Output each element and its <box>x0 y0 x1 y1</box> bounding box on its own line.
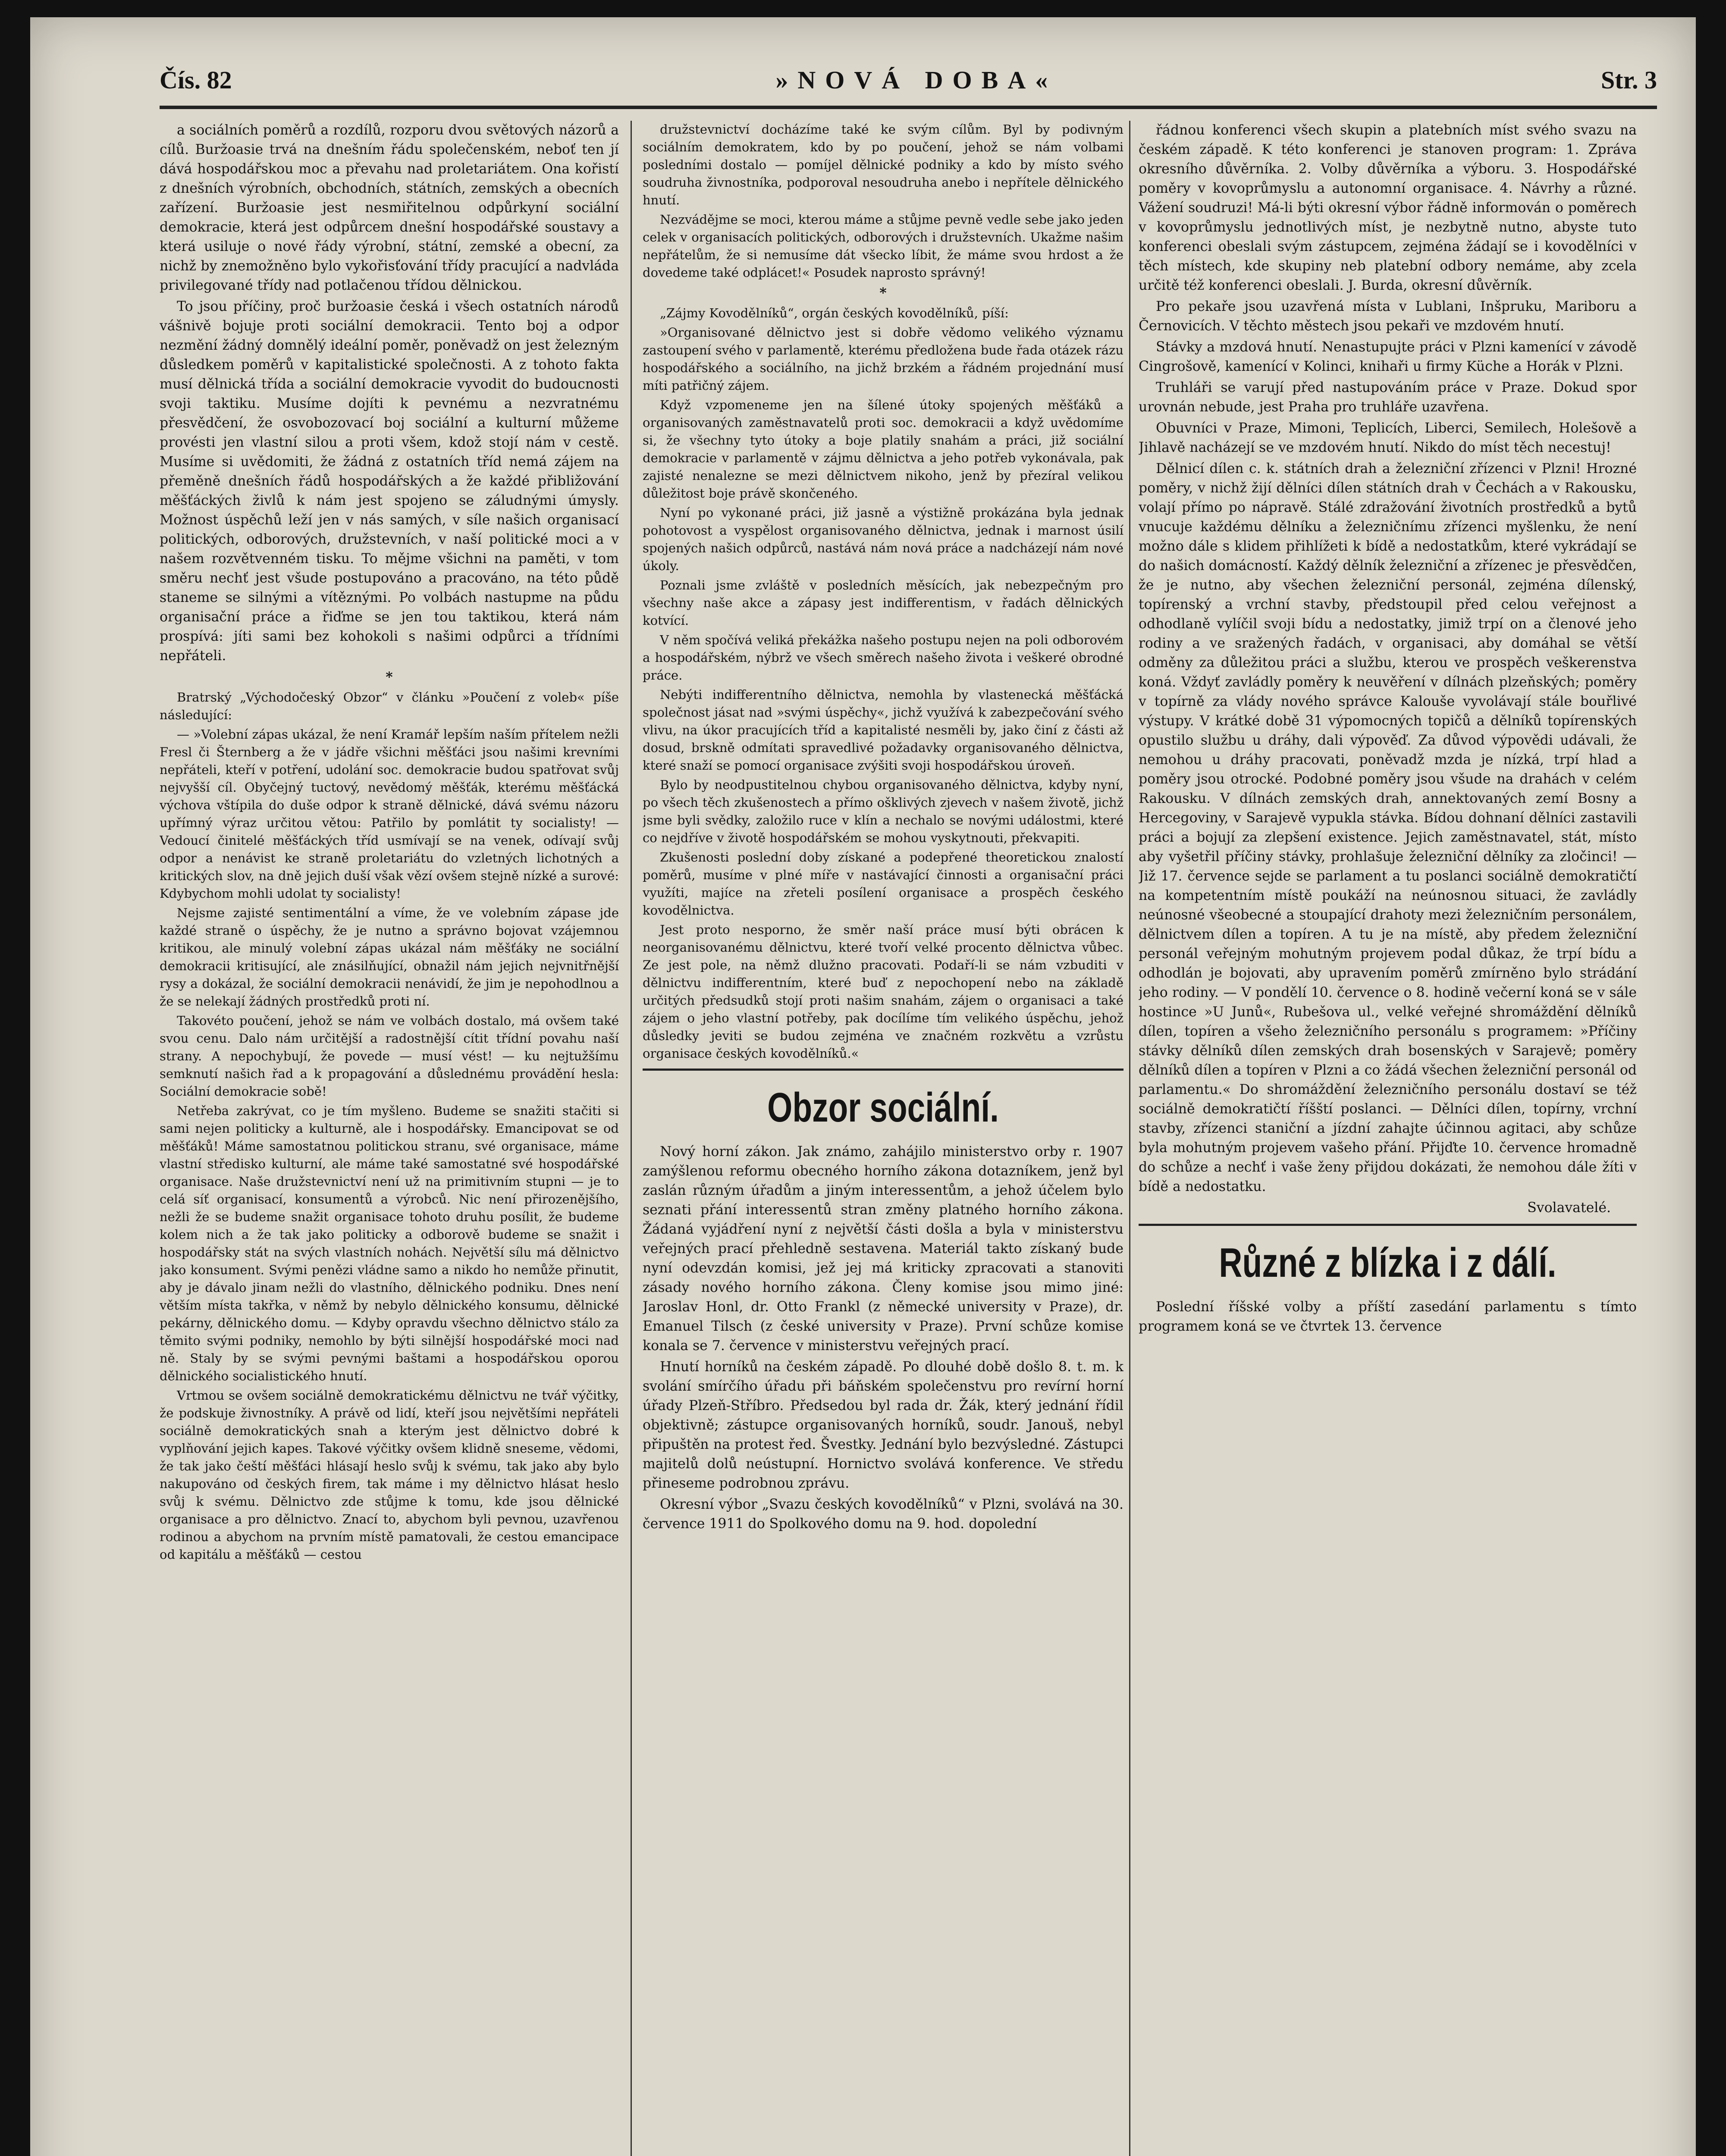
paragraph: Vrtmou se ovšem sociálně demokratickému dělnictvu ne tvář výčitky, že podskuje živnostníky. A právě od lidí, kteří jsou největšími nepřáteli sociálně demokratických snah a kterým jest dělnictvo dobré k vyplňování jejich kapes. Takové výčitky ovšem klidně sneseme, vědomi, že tak jako čeští měšťáci hlásají heslo svůj k svému, tak jako aby bylo nakupováno od českých firem, tak máme i my dělnictvo hlásat heslo svůj k svému. Dělnictvo zde stůjme k tomu, kde jsou dělnické organisace a pro dělnictvo. Znací to, abychom byli pevnou, uzavřenou rodinou a abychom na prvním místě pamatovali, že cestou emancipace od kapitálu a měšťáků — cestou <box>160 1388 619 1562</box>
paragraph: Takovéto poučení, jehož se nám ve volbách dostalo, má ovšem také svou cenu. Dalo nám určitější a radostnější cítit třídní povahu naší strany. A nepochybují, že povede — musí vést! — ku nejtužšímu semknutí našich řad a k propagování a důslednému provádění hesla: Sociální demokracie sobě! <box>160 1013 619 1099</box>
column-2 <box>643 121 1123 2156</box>
paragraph: Bratrský „Východočeský Obzor“ v článku »Poučení z voleb« píše následující: <box>160 690 619 722</box>
paragraph: Poznali jsme zvláště v posledních měsících, jak nebezpečným pro všechny naše akce a zápasy jest indifferentism, v řadách dělnických kotvící. <box>643 578 1123 628</box>
page-number: Str. 3 <box>1600 66 1657 94</box>
masthead-title: »NOVÁ DOBA« <box>775 66 1058 94</box>
section-heading: Různé z blízka i z dálí. <box>1219 1240 1557 1286</box>
issue-number: Čís. 82 <box>160 66 232 94</box>
paragraph: Když vzpomeneme jen na šílené útoky spojených měšťáků a organisovaných zaměstnavatelů proti soc. demokracii a když uvědomíme si, že všechny tyto útoky a boje platily snahám a práci, již sociální demokracie v parlamentě v zájmu dělnictva a jeho potřeb vykonávala, pak zajisté nenalezne se mezi dělnictvem nikoho, jenž by přezíral velikou důležitost boje právě skončeného. <box>643 398 1123 501</box>
column-divider <box>1129 121 1130 2156</box>
paragraph: Bylo by neodpustitelnou chybou organisovaného dělnictva, kdyby nyní, po všech těch zkušenostech a přímo ošklivých zjevech v našem životě, jichž jsme byli svědky, založilo ruce v klín a nechalo se novými událostmi, které co nejdříve v životě hospodářském se mohou vyskytnouti, překvapiti. <box>643 777 1123 845</box>
paragraph: družstevnictví docházíme také ke svým cílům. Byl by podivným sociálním demokratem, kdo by po poučení, jehož se nám volbami posledními dostalo — pomíjel dělnické podniky a kdo by místo svého soudruha živnostníka, podporoval nesoudruha anebo i nepřítele dělnického hnutí. <box>643 122 1123 207</box>
paragraph: Nejsme zajisté sentimentální a víme, že ve volebním zápase jde každé straně o úspěchy, že je nutno a správno bojovat vzájemnou kritikou, ale minulý volební zápas ukázal nám měšťáky ne sociální demokracii kritisující, ale znásilňující, obnažil nám jejich nejvnitřnější rysy a dokázal, že sociální demokracii nenávidí, že jim je nepohodlnou a že se nelekají žádných prostředků proti ní. <box>160 906 619 1009</box>
section-rule <box>643 1069 1123 1071</box>
paragraph: Poslední říšské volby a příští zasedání parlamentu s tímto programem koná se ve čtvrtek 13. července <box>1139 1299 1637 1334</box>
paragraph: a sociálních poměrů a rozdílů, rozporu dvou světových názorů a cílů. Buržoasie trvá na dnešním řádu společenském, neboť ten jí dává hospodářskou moc a převahu nad proletariátem. Ona kořistí z dnešních výrobních, obchodních, státních, zemských a obecních zařízení. Buržoasie jest nesmiřitelnou odpůrkyní sociální demokracie, která jest odpůrcem dnešní hospodářské soustavy a která usiluje o nové řády výrobní, státní, zemské a obecní, za nichž by znemožněno bylo vykořisťování třídy pracující a nadvláda privilegované třídy nad potlačenou třídou dělnickou. <box>160 122 619 293</box>
signature-text: Svolavatelé. <box>1527 1200 1611 1216</box>
paragraph: Netřeba zakrývat, co je tím myšleno. Budeme se snažiti stačiti si sami nejen politicky a kulturně, ale i hospodářsky. Emancipovat se od měšťáků! Máme samostatnou politickou stranu, své organisace, máme vlastní středisko kulturní, ale máme také samostatné své hospodářské organisace. Naše družstevnictví není už na primitivním stupni — je to celá síť organisací, konsumentů a výrobců. Nic není přirozenějšího, nežli že se budeme snažit organisace tohoto druhu posílit, že budeme kolem nich a že tak jako politicky a odborově budeme se snažit i hospodářsky stát na svých vlastních nohách. Největší sílu má dělnictvo jako konsument. Svými penězi vládne samo a nikdo ho nemůže přinutit, aby je dávalo jinam nežli do vlastního, dělnického podniku. Dnes není větším místa takřka, v němž by nebylo dělnického konsumu, dělnické pekárny, dělnického domu. — Kdyby opravdu všechno dělnictvo stálo za těmito svými podniky, nemohlo by býti silnější hospodářské moci nad ně. Staly by se svými pevnými baštami a hospodářskou oporou dělnického socialistického hnutí. <box>160 1103 619 1383</box>
separator-star: * <box>386 669 393 685</box>
paragraph: Truhláři se varují před nastupováním práce v Praze. Dokud spor urovnán nebude, jest Praha pro truhláře uzavřena. <box>1139 380 1637 415</box>
header-rule <box>160 106 1657 109</box>
paragraph: Obuvníci v Praze, Mimoni, Teplicích, Liberci, Semilech, Holešově a Jihlavě nacházejí se ve mzdovém hnutí. Nikdo do míst těch necestuj! <box>1139 420 1637 455</box>
column-1 <box>160 121 619 2156</box>
paragraph: Nyní po vykonané práci, již jasně a výstižně prokázána byla jednak pohotovost a vyspělost organisovaného dělnictva, jednak i marnost úsilí spojených našich odpůrců, nastává nám nová práce a nadcházejí nám nové úkoly. <box>643 505 1123 573</box>
paragraph: — »Volební zápas ukázal, že není Kramář lepším naším přítelem nežli Fresl či Šternberg a že v jádře všichni měšťáci jsou našimi krevními nepřáteli, kteří v potření, udolání soc. demokracie budou spatřovat svůj nejvyšší cíl. Obyčejný tuctový, nevědomý měšťák, kterému měšťácká výchova vštípila do duše odpor k straně dělnické, dává svému názoru upřímný výraz určitou větou: Patřilo by pomlátit ty socialisty! — Vedoucí činitelé měšťáckých tříd usmívají se na venek, odívají svůj odpor a nenávist ke straně proletariátu do vzletných lichotných a kritických slov, na dně jejich duší však vězí ovšem stejně nízké a surové: Kdybychom mohli udolat ty socialisty! <box>160 727 619 901</box>
paragraph: Okresní výbor „Svazu českých kovodělníků“ v Plzni, svolává na 30. července 1911 do Spolkového domu na 9. hod. dopolední <box>643 1497 1123 1532</box>
column-3 <box>1139 121 1637 2156</box>
newspaper-page <box>30 17 1696 2156</box>
paragraph: řádnou konferenci všech skupin a platebních míst svého svazu na českém západě. K této konferenci je stanoven program: 1. Zpráva okresního důvěrníka. 2. Volby důvěrníka a výboru. 3. Hospodářské poměry v kovoprůmyslu a autonomní organisace. 4. Návrhy a různé. Vážení soudruzi! Má-li býti okresní výbor řádně informován o poměrech v kovoprůmyslu jednotlivých míst, je nezbytně nutno, abyste tuto konferenci obeslali svým zástupcem, zejména žádají se i kovodělníci v těch místech, kde skupiny neb platební odbory nemáme, aby zcela určitě též konferenci obeslali. J. Burda, okresní důvěrník. <box>1139 122 1637 293</box>
section-rule <box>1139 1224 1637 1226</box>
column-divider <box>631 121 632 2156</box>
paragraph: Nezvádějme se moci, kterou máme a stůjme pevně vedle sebe jako jeden celek v organisacích politických, odborových i družstevních. Ukažme našim nepřátelům, že si nemusíme dát všecko líbit, že máme svou hrdost a že dovedeme také odplácet!« Posudek naprosto správný! <box>643 212 1123 280</box>
page-header <box>160 56 1657 103</box>
section-heading: Obzor sociální. <box>767 1084 999 1131</box>
paragraph: Nebýti indifferentního dělnictva, nemohla by vlastenecká měšťácká společnost jásat nad »svými úspěchy«, jichž využívá k zabezpečování svého vlivu, na úkor pracujících tříd a kapitalisté nesměli by, jako činí z části až dosud, brskně odmítati spravedlivé požadavky organisovaného dělnictva, které snaží se pomocí organisace zvýšiti svoji hospodářskou úroveň. <box>643 687 1123 773</box>
paragraph: Jest proto nesporno, že směr naší práce musí býti obrácen k neorganisovanému dělnictvu, které tvoří velké procento dělnictva vůbec. Ze jest pole, na němž dlužno pracovati. Podaří-li se nám vzbuditi v dělnictvu indifferentním, které buď z nepochopení nebo na základě určitých předsudků stojí proti našim snahám, zájem o organisaci a také zájem o jeho vlastní potřeby, pak docílíme tím velikého úspěchu, jehož důsledky jeviti se budou zejména ve značném rozkvětu a vzrůstu organisace českých kovodělníků.« <box>643 922 1123 1061</box>
paragraph: Stávky a mzdová hnutí. Nenastupujte práci v Plzni kamenící v závodě Cingrošově, kamenící v Kolinci, knihaři u firmy Küche a Horák v Plzni. <box>1139 339 1637 374</box>
paragraph: Dělnicí dílen c. k. státních drah a železniční zřízenci v Plzni! Hrozné poměry, v nichž žijí dělníci dílen státních drah v Čechách a v Rakousku, volají přímo po nápravě. Stálé zdražování životních prostředků a bytů vnucuje každému dělníku a železničnímu zřízenci myšlenku, že není možno dále s klidem přihlížeti k bídě a nedostatkům, které vykrádají se do našich domácností. Každý dělník železniční a zřízenec je přesvědčen, že je nutno, aby všechen železniční personál, zejména dílenský, topírenský a vrchní stavby, předstoupil před celou veřejnost a odhodlaně vylíčil svoji bídu a nedostatky, jimiž trpí on a členové jeho rodiny a ve sražených řadách, v organisaci, aby domáhal se větší odměny za důležitou práci a službu, kterou ve prospěch veškerenstva koná. Vždyť zavládly poměry k neuvěření v dílnách plzeňských; poměry v topírně za vlády nového správce Kaloušе vyvolávají stále bouřlivé výstupy. V krátké době 31 výpomocných topičů a dělníků topírenských opustilo službu u dráhy, dali výpověď. Za důvod výpovědi udávali, že nemohou u dráhy pracovati, poněvadž mzda je nízká, trpí hlad a poměry jsou otrocké. Podobné poměry jsou všude na drahách v celém Rakousku. V dílnách zemských drah, annektovaných zemí Bosny a Hercegoviny, v Sarajevě vypukla stávka. Bídou dohnaní dělníci zastavili práci a bojují za zlepšení existence. Jejich zaměstnavatel, stát, místo aby vyšetřil příčiny stávky, prohlašuje železniční dělníky za zločinci! — Již 17. července sejde se parlament a tu poslanci sociálně demokratičtí na kompetentním místě poukáží na neúnosnou situaci, že zavládly neúnosné všeobecné a stoupající drahoty mezi železničním personálem, dělnictvem dílen a topíren. A tu je na místě, aby předem železniční personál veřejným mohutným projevem podal důkaz, že trpí bídu a odhodlán je bojovati, aby upravením poměrů zmírněno bylo strádání jeho rodiny. — V pondělí 10. července o 8. hodině večerní koná se v sále hostince »U Junů«, Rubešova ul., velké veřejné shromáždění dělníků dílen, topíren a všeho železničního personálu s programem: »Příčiny stávky dělníků dílen zemských drah bosenských v Sarajevě; poměry dělníků dílen a topíren v Plzni a co žádá všechen železniční personál od parlamentu.« Do shromáždění železničního personálu dostaví se též sociálně demokratičtí říšští poslanci. — Dělníci dílen, topírny, vrchní stavby, zřízenci staniční a jízdní zahajte účinnou agitaci, aby schůze byla mohutným projevem vašeho přání. Přijďte 10. července hromadně do schůze a nechť i vaše ženy přijdou dokázati, že nemohou dále žíti v bídě a nedostatku. <box>1139 461 1637 1194</box>
paragraph: Hnutí horníků na českém západě. Po dlouhé době došlo 8. t. m. k svolání smírčího úřadu při báňském společenstvu pro revírní horní úřady Plzeň-Stříbro. Předsedou byl rada dr. Žák, který jednání řídil objektivně; zástupce organisovaných horníků, soudr. Janouš, nebyl připuštěn na protest řed. Švestky. Jednání bylo bezvýsledné. Zástupci majitelů dolů neústupní. Hornictvo svolává konference. Ve středu přineseme podrobnou zprávu. <box>643 1359 1123 1491</box>
paragraph: Pro pekaře jsou uzavřená místa v Lublani, Inšpruku, Mariboru a Černovicích. V těchto městech jsou pekaři ve mzdovém hnutí. <box>1139 299 1637 334</box>
paragraph: Nový horní zákon. Jak známo, zahájilo ministerstvo orby r. 1907 zamýšlenou reformu obecného horního zákona dotazníkem, jenž byl zaslán různým úřadům a jiným interessentům, a jehož účelem bylo seznati přání interessentů stran změny platného horního zákona. Žádaná vyjádření nyní z největší části došla a byla v ministerstvu veřejných prací přehledně sestavena. Materiál takto získaný bude nyní odevzdán komisi, jež jej má kriticky zpracovati a stanoviti zásady nového horního zákona. Členy komise jsou mimo jiné: Jaroslav Honl, dr. Otto Frankl (z německé university v Praze), dr. Emanuel Tilsch (z české university v Praze). První schůze komise konala se 7. července v ministerstvu veřejných prací. <box>643 1144 1123 1354</box>
paragraph: V něm spočívá veliká překážka našeho postupu nejen na poli odborovém a hospodářském, nýbrž ve všech směrech našeho života i veškeré obrodné práce. <box>643 633 1123 683</box>
paragraph: To jsou příčiny, proč buržoasie česká i všech ostatních národů vášnivě bojuje proti sociální demokracii. Tento boj a odpor nezmění žádný domnělý ideální poměr, poněvadž on jest železným důsledkem poměrů v kapitalistické společnosti. A z tohoto fakta musí dělnická třída a sociální demokracie vyvodit do budoucnosti svoji taktiku. Musíme dojíti k pevnému a nezvratnému přesvědčení, že osvobozovací boj sociální a kulturní můžeme provésti jen vlastní silou a proti všem, kdož stojí nám v cestě. Musíme si uvědomiti, že žádná z ostatních tříd nemá zájem na přeměně dnešních řádů hospodářských a že každé přibližování měšťáckých živlů k nám jest spojeno se záludnými úmysly. Možnost úspěchů leží jen v nás samých, v síle našich organisací politických, odborových, družstevních, v naší politické moci a v našem rozvětvenném tisku. To mějme všichni na paměti, v tom směru nechť jest všude postupováno a pracováno, na této půdě staneme se silnými a vítěznými. Po volbách nastupme na půdu organisační práce a řiďme se jen tou taktikou, která nám prospívá: jíti sami bez kohokoli s našimi odpůrci a třídními nepřáteli. <box>160 299 619 664</box>
paragraph: »Organisované dělnictvo jest si dobře vědomo velikého významu zastoupení svého v parlamentě, kterému předložena bude řada otázek rázu hospodářského a sociálního, na jichž brzkém a řádném projednání musí míti patřičný zájem. <box>643 325 1123 393</box>
paragraph: „Zájmy Kovodělníků“, orgán českých kovodělníků, píší: <box>660 306 1009 320</box>
separator-star: * <box>879 285 887 301</box>
paragraph: Zkušenosti poslední doby získané a podepřené theoretickou znalostí poměrů, musíme v plné míře v nastávající činnosti a organisační práci využíti, majíce na zřeteli posílení organisace a prospěch českého kovodělnictva. <box>643 850 1123 918</box>
